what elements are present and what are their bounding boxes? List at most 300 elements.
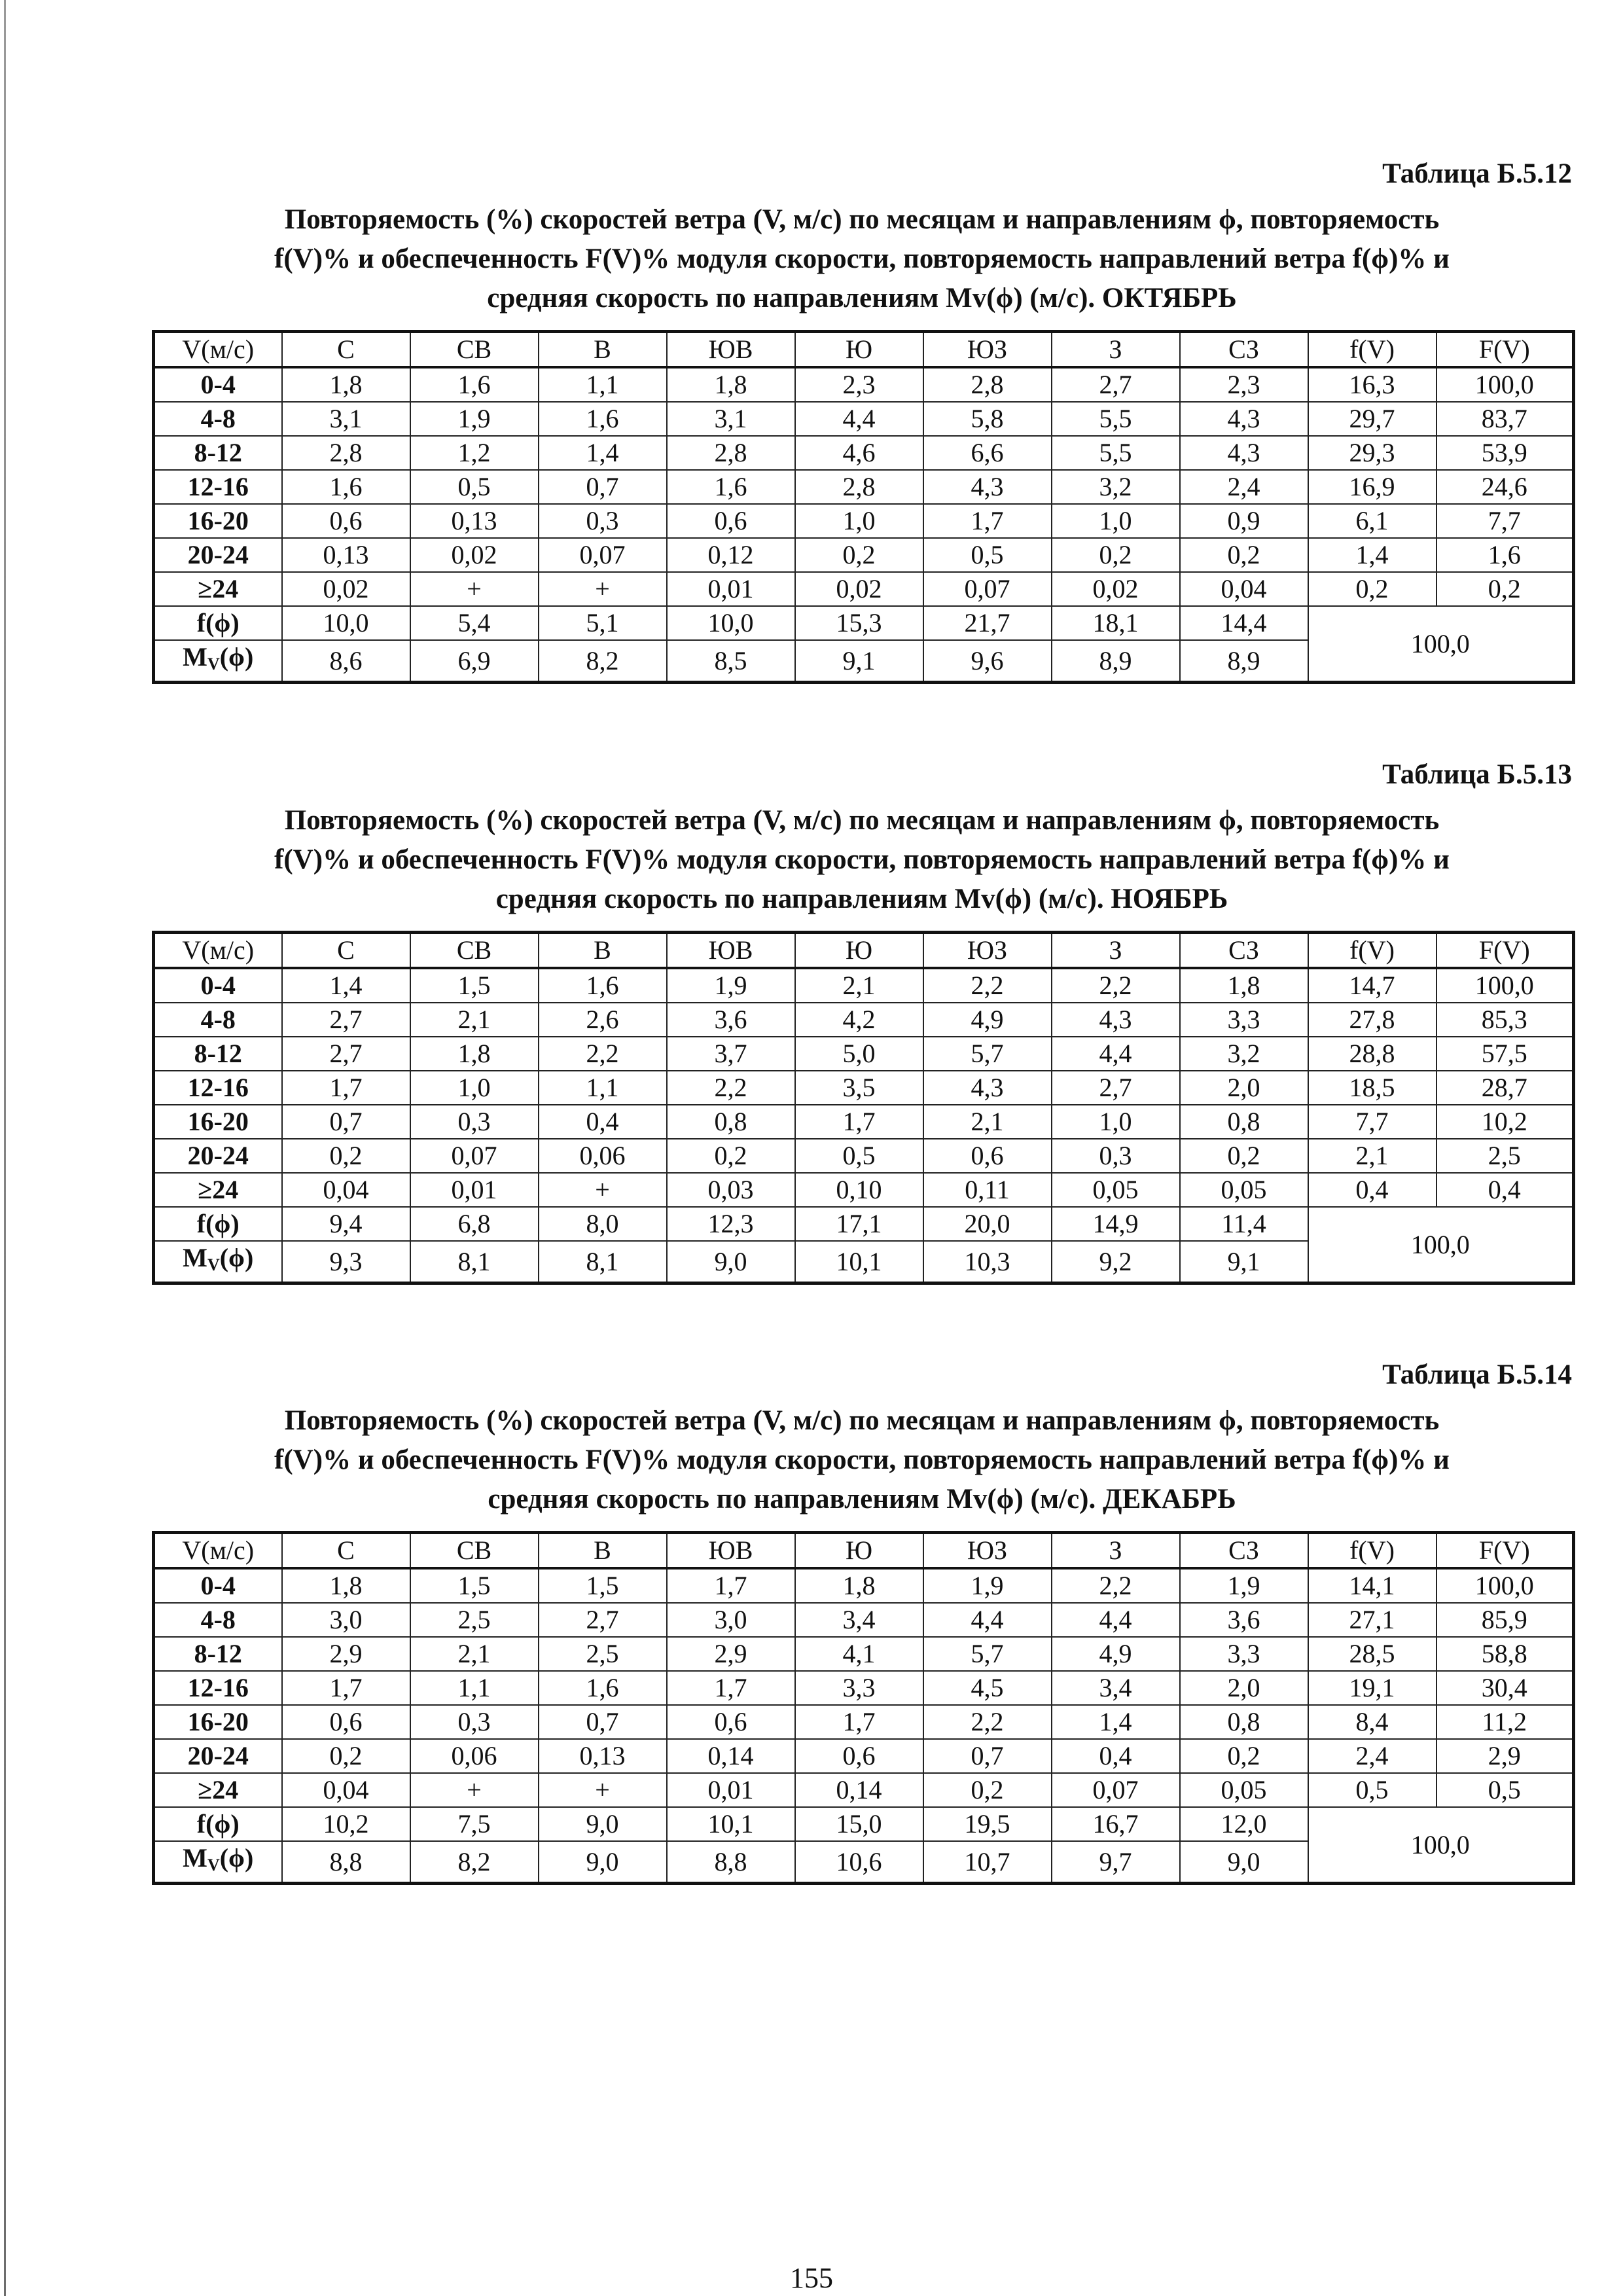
value-cell: 2,1	[795, 968, 923, 1003]
value-cell: 0,02	[1052, 572, 1180, 606]
speed-range-cell: 4-8	[154, 1603, 282, 1637]
table-label: Таблица Б.5.13	[1382, 759, 1572, 790]
table-row	[154, 968, 1574, 1003]
table-row	[154, 367, 1574, 402]
table-row	[154, 1173, 1574, 1207]
value-cell: 4,4	[923, 1603, 1052, 1637]
table-row	[154, 1773, 1574, 1807]
caption-line: средняя скорость по направлениям Mv(ϕ) (м/с). ОКТЯБРЬ	[487, 283, 1237, 314]
mv-label-main: M	[183, 1243, 207, 1272]
value-cell: 0,03	[667, 1173, 795, 1207]
value-cell: 0,7	[282, 1105, 410, 1139]
table-row	[154, 1139, 1574, 1173]
value-cell: 10,2	[282, 1807, 410, 1841]
value-cell: 0,2	[282, 1139, 410, 1173]
table-section	[152, 758, 1572, 1285]
table-row	[154, 1568, 1574, 1603]
value-cell: 11,2	[1436, 1705, 1574, 1739]
wind-table	[152, 1531, 1575, 1885]
value-cell: 27,1	[1308, 1603, 1436, 1637]
mv-label-sub: V	[207, 1856, 220, 1874]
value-cell: 1,0	[1052, 504, 1180, 538]
value-cell: 0,01	[667, 572, 795, 606]
value-cell: 2,7	[282, 1003, 410, 1037]
speed-range-cell: 16-20	[154, 1705, 282, 1739]
column-header: Ю	[795, 332, 923, 368]
value-cell: 1,9	[923, 1568, 1052, 1603]
value-cell: 9,4	[282, 1207, 410, 1241]
value-cell: 3,5	[795, 1071, 923, 1105]
value-cell: 3,4	[1052, 1671, 1180, 1705]
value-cell: 28,8	[1308, 1037, 1436, 1071]
mv-label-tail: (ϕ)	[219, 642, 254, 672]
value-cell: 0,7	[539, 470, 667, 504]
value-cell: 1,7	[667, 1671, 795, 1705]
value-cell: 1,7	[282, 1071, 410, 1105]
column-header: В	[539, 1533, 667, 1569]
column-header: СВ	[410, 1533, 539, 1569]
value-cell: 1,9	[1180, 1568, 1308, 1603]
value-cell: 5,0	[795, 1037, 923, 1071]
table-row	[154, 1003, 1574, 1037]
value-cell: 3,3	[1180, 1637, 1308, 1671]
value-cell: 3,2	[1052, 470, 1180, 504]
table-row	[154, 1105, 1574, 1139]
f-phi-label: f(ϕ)	[154, 1207, 282, 1241]
value-cell: 0,4	[1308, 1173, 1436, 1207]
value-cell: 1,1	[539, 367, 667, 402]
f-phi-row	[154, 1807, 1574, 1841]
value-cell: 14,4	[1180, 606, 1308, 640]
value-cell: 9,1	[795, 640, 923, 683]
value-cell: 0,6	[667, 504, 795, 538]
value-cell: 14,1	[1308, 1568, 1436, 1603]
value-cell: 11,4	[1180, 1207, 1308, 1241]
value-cell: 1,6	[282, 470, 410, 504]
value-cell: 1,8	[1180, 968, 1308, 1003]
speed-range-cell: 12-16	[154, 1671, 282, 1705]
column-header: ЮВ	[667, 332, 795, 368]
table-caption	[152, 801, 1572, 919]
value-cell: +	[410, 572, 539, 606]
value-cell: 9,7	[1052, 1841, 1180, 1884]
value-cell: 0,2	[1180, 1139, 1308, 1173]
column-header: ЮЗ	[923, 332, 1052, 368]
value-cell: 0,6	[282, 1705, 410, 1739]
column-header: f(V)	[1308, 1533, 1436, 1569]
value-cell: 7,7	[1308, 1105, 1436, 1139]
value-cell: 1,5	[410, 968, 539, 1003]
value-cell: 15,3	[795, 606, 923, 640]
value-cell: 2,5	[1436, 1139, 1574, 1173]
value-cell: 2,2	[1052, 968, 1180, 1003]
value-cell: 19,5	[923, 1807, 1052, 1841]
value-cell: 10,2	[1436, 1105, 1574, 1139]
column-header: В	[539, 332, 667, 368]
column-header: F(V)	[1436, 1533, 1574, 1569]
value-cell: 2,1	[410, 1637, 539, 1671]
column-header: F(V)	[1436, 933, 1574, 969]
value-cell: 83,7	[1436, 402, 1574, 436]
wind-table	[152, 330, 1575, 684]
table-row	[154, 538, 1574, 572]
value-cell: 1,1	[539, 1071, 667, 1105]
value-cell: 14,9	[1052, 1207, 1180, 1241]
column-header: Ю	[795, 1533, 923, 1569]
value-cell: 0,5	[795, 1139, 923, 1173]
caption-line: f(V)% и обеспеченность F(V)% модуля скорости, повторяемость направлений ветра f(ϕ)% и	[274, 844, 1450, 875]
mv-label-sub: V	[207, 1255, 220, 1274]
value-cell: 27,8	[1308, 1003, 1436, 1037]
value-cell: +	[539, 572, 667, 606]
table-row	[154, 1671, 1574, 1705]
value-cell: 8,8	[667, 1841, 795, 1884]
mv-label-tail: (ϕ)	[219, 1843, 254, 1873]
value-cell: 1,7	[282, 1671, 410, 1705]
value-cell: +	[539, 1773, 667, 1807]
value-cell: 5,7	[923, 1037, 1052, 1071]
value-cell: 19,1	[1308, 1671, 1436, 1705]
value-cell: 1,6	[667, 470, 795, 504]
value-cell: 0,2	[1052, 538, 1180, 572]
column-header: З	[1052, 1533, 1180, 1569]
f-phi-label: f(ϕ)	[154, 1807, 282, 1841]
column-header: С	[282, 933, 410, 969]
column-header: F(V)	[1436, 332, 1574, 368]
value-cell: 3,0	[282, 1603, 410, 1637]
table-row	[154, 1739, 1574, 1773]
value-cell: 2,3	[1180, 367, 1308, 402]
value-cell: 1,7	[667, 1568, 795, 1603]
mv-label-main: M	[183, 1843, 207, 1873]
value-cell: 2,4	[1308, 1739, 1436, 1773]
value-cell: 0,06	[410, 1739, 539, 1773]
mv-phi-label	[154, 640, 282, 683]
value-cell: 28,5	[1308, 1637, 1436, 1671]
table-label: Таблица Б.5.12	[1382, 158, 1572, 189]
value-cell: 8,8	[282, 1841, 410, 1884]
value-cell: 5,5	[1052, 402, 1180, 436]
value-cell: 6,9	[410, 640, 539, 683]
value-cell: 0,06	[539, 1139, 667, 1173]
caption-line: f(V)% и обеспеченность F(V)% модуля скорости, повторяемость направлений ветра f(ϕ)% и	[274, 243, 1450, 274]
table-row	[154, 1037, 1574, 1071]
value-cell: 17,1	[795, 1207, 923, 1241]
value-cell: 1,9	[410, 402, 539, 436]
value-cell: 16,3	[1308, 367, 1436, 402]
value-cell: 2,2	[923, 1705, 1052, 1739]
value-cell: 0,7	[923, 1739, 1052, 1773]
value-cell: 2,7	[1052, 1071, 1180, 1105]
value-cell: 21,7	[923, 606, 1052, 640]
speed-range-cell: 4-8	[154, 402, 282, 436]
wind-table	[152, 931, 1575, 1285]
value-cell: 4,3	[1180, 436, 1308, 470]
value-cell: 16,9	[1308, 470, 1436, 504]
header-row	[154, 933, 1574, 969]
value-cell: 85,9	[1436, 1603, 1574, 1637]
value-cell: 3,6	[667, 1003, 795, 1037]
value-cell: 0,07	[539, 538, 667, 572]
value-cell: 6,1	[1308, 504, 1436, 538]
value-cell: 2,4	[1180, 470, 1308, 504]
value-cell: 0,04	[1180, 572, 1308, 606]
column-header: ЮВ	[667, 1533, 795, 1569]
total-cell: 100,0	[1308, 1807, 1574, 1884]
value-cell: 58,8	[1436, 1637, 1574, 1671]
value-cell: 0,8	[1180, 1705, 1308, 1739]
table-row	[154, 402, 1574, 436]
mv-phi-label	[154, 1841, 282, 1884]
f-phi-row	[154, 1207, 1574, 1241]
value-cell: 0,11	[923, 1173, 1052, 1207]
value-cell: 0,5	[1308, 1773, 1436, 1807]
value-cell: 10,0	[667, 606, 795, 640]
column-header: З	[1052, 933, 1180, 969]
value-cell: 2,2	[539, 1037, 667, 1071]
value-cell: 10,1	[795, 1241, 923, 1283]
speed-range-cell: 20-24	[154, 538, 282, 572]
value-cell: 0,10	[795, 1173, 923, 1207]
table-caption	[152, 200, 1572, 318]
speed-range-cell: 4-8	[154, 1003, 282, 1037]
table-section	[152, 157, 1572, 684]
value-cell: 1,9	[667, 968, 795, 1003]
value-cell: 1,0	[795, 504, 923, 538]
value-cell: 2,9	[667, 1637, 795, 1671]
value-cell: 1,5	[410, 1568, 539, 1603]
column-header: СЗ	[1180, 332, 1308, 368]
value-cell: 5,4	[410, 606, 539, 640]
value-cell: 0,3	[1052, 1139, 1180, 1173]
table-caption	[152, 1401, 1572, 1519]
column-header: СЗ	[1180, 933, 1308, 969]
value-cell: 7,5	[410, 1807, 539, 1841]
value-cell: 29,3	[1308, 436, 1436, 470]
value-cell: 0,5	[923, 538, 1052, 572]
value-cell: 4,3	[1052, 1003, 1180, 1037]
column-header: С	[282, 332, 410, 368]
value-cell: 0,2	[667, 1139, 795, 1173]
f-phi-label: f(ϕ)	[154, 606, 282, 640]
value-cell: 8,2	[410, 1841, 539, 1884]
mv-label-tail: (ϕ)	[219, 1243, 254, 1272]
speed-range-cell: ≥24	[154, 1173, 282, 1207]
speed-range-cell: 20-24	[154, 1139, 282, 1173]
speed-range-cell: ≥24	[154, 572, 282, 606]
value-cell: 2,9	[282, 1637, 410, 1671]
value-cell: 9,1	[1180, 1241, 1308, 1283]
value-cell: 0,02	[410, 538, 539, 572]
speed-range-cell: 20-24	[154, 1739, 282, 1773]
value-cell: 2,2	[1052, 1568, 1180, 1603]
value-cell: 4,3	[1180, 402, 1308, 436]
value-cell: 1,6	[539, 968, 667, 1003]
value-cell: 1,6	[410, 367, 539, 402]
value-cell: 8,4	[1308, 1705, 1436, 1739]
speed-range-cell: 16-20	[154, 1105, 282, 1139]
speed-range-cell: 12-16	[154, 1071, 282, 1105]
value-cell: 3,0	[667, 1603, 795, 1637]
value-cell: 0,3	[539, 504, 667, 538]
value-cell: 4,3	[923, 1071, 1052, 1105]
value-cell: 15,0	[795, 1807, 923, 1841]
speed-range-cell: 8-12	[154, 1037, 282, 1071]
value-cell: 2,5	[410, 1603, 539, 1637]
value-cell: 12,0	[1180, 1807, 1308, 1841]
value-cell: 0,02	[795, 572, 923, 606]
value-cell: 0,6	[795, 1739, 923, 1773]
value-cell: 2,8	[923, 367, 1052, 402]
column-header: f(V)	[1308, 332, 1436, 368]
value-cell: 57,5	[1436, 1037, 1574, 1071]
mv-label-main: M	[183, 642, 207, 672]
value-cell: 0,02	[282, 572, 410, 606]
value-cell: 2,6	[539, 1003, 667, 1037]
value-cell: 8,2	[539, 640, 667, 683]
header-row	[154, 1533, 1574, 1569]
value-cell: 0,3	[410, 1705, 539, 1739]
value-cell: 9,6	[923, 640, 1052, 683]
value-cell: 4,3	[923, 470, 1052, 504]
table-row	[154, 1705, 1574, 1739]
value-cell: 16,7	[1052, 1807, 1180, 1841]
table-row	[154, 572, 1574, 606]
column-header: V(м/с)	[154, 933, 282, 969]
value-cell: 2,7	[1052, 367, 1180, 402]
caption-line: средняя скорость по направлениям Mv(ϕ) (м/с). ДЕКАБРЬ	[488, 1484, 1236, 1515]
value-cell: 0,2	[923, 1773, 1052, 1807]
speed-range-cell: 0-4	[154, 1568, 282, 1603]
column-header: Ю	[795, 933, 923, 969]
value-cell: 0,05	[1180, 1173, 1308, 1207]
table-row	[154, 504, 1574, 538]
value-cell: 9,0	[539, 1841, 667, 1884]
value-cell: 5,5	[1052, 436, 1180, 470]
value-cell: 3,6	[1180, 1603, 1308, 1637]
value-cell: 5,1	[539, 606, 667, 640]
value-cell: 0,07	[1052, 1773, 1180, 1807]
value-cell: 0,14	[667, 1739, 795, 1773]
value-cell: 0,8	[1180, 1105, 1308, 1139]
value-cell: 100,0	[1436, 968, 1574, 1003]
value-cell: 2,8	[282, 436, 410, 470]
value-cell: 0,5	[1436, 1773, 1574, 1807]
column-header: ЮЗ	[923, 1533, 1052, 1569]
value-cell: 2,2	[667, 1071, 795, 1105]
value-cell: 2,1	[1308, 1139, 1436, 1173]
value-cell: 2,1	[410, 1003, 539, 1037]
value-cell: 0,2	[1180, 538, 1308, 572]
f-phi-row	[154, 606, 1574, 640]
value-cell: 2,5	[539, 1637, 667, 1671]
value-cell: 0,07	[410, 1139, 539, 1173]
value-cell: 1,6	[539, 402, 667, 436]
value-cell: 28,7	[1436, 1071, 1574, 1105]
caption-line: средняя скорость по направлениям Mv(ϕ) (м/с). НОЯБРЬ	[495, 884, 1228, 914]
value-cell: 0,13	[282, 538, 410, 572]
value-cell: 1,5	[539, 1568, 667, 1603]
value-cell: 0,6	[667, 1705, 795, 1739]
value-cell: 8,5	[667, 640, 795, 683]
value-cell: 0,3	[410, 1105, 539, 1139]
value-cell: 9,3	[282, 1241, 410, 1283]
speed-range-cell: 16-20	[154, 504, 282, 538]
total-cell: 100,0	[1308, 1207, 1574, 1283]
table-row	[154, 470, 1574, 504]
column-header: V(м/с)	[154, 1533, 282, 1569]
value-cell: 10,6	[795, 1841, 923, 1884]
value-cell: 24,6	[1436, 470, 1574, 504]
value-cell: 18,1	[1052, 606, 1180, 640]
scan-margin-line	[4, 0, 6, 2296]
value-cell: 9,0	[1180, 1841, 1308, 1884]
value-cell: 1,7	[923, 504, 1052, 538]
table-row	[154, 1603, 1574, 1637]
value-cell: 1,7	[795, 1105, 923, 1139]
value-cell: 2,0	[1180, 1071, 1308, 1105]
column-header: f(V)	[1308, 933, 1436, 969]
value-cell: 1,0	[410, 1071, 539, 1105]
value-cell: 4,4	[1052, 1037, 1180, 1071]
value-cell: 3,2	[1180, 1037, 1308, 1071]
value-cell: 3,3	[1180, 1003, 1308, 1037]
value-cell: 6,8	[410, 1207, 539, 1241]
caption-line: f(V)% и обеспеченность F(V)% модуля скорости, повторяемость направлений ветра f(ϕ)% и	[274, 1444, 1450, 1475]
value-cell: 1,2	[410, 436, 539, 470]
column-header: З	[1052, 332, 1180, 368]
value-cell: 2,1	[923, 1105, 1052, 1139]
value-cell: 8,9	[1180, 640, 1308, 683]
value-cell: 14,7	[1308, 968, 1436, 1003]
value-cell: 4,9	[1052, 1637, 1180, 1671]
value-cell: 1,4	[1052, 1705, 1180, 1739]
value-cell: 4,5	[923, 1671, 1052, 1705]
value-cell: 0,04	[282, 1173, 410, 1207]
value-cell: 4,2	[795, 1003, 923, 1037]
value-cell: 4,6	[795, 436, 923, 470]
value-cell: 0,4	[539, 1105, 667, 1139]
value-cell: 0,5	[410, 470, 539, 504]
value-cell: 1,8	[795, 1568, 923, 1603]
speed-range-cell: 8-12	[154, 436, 282, 470]
value-cell: 0,2	[1180, 1739, 1308, 1773]
value-cell: 3,7	[667, 1037, 795, 1071]
value-cell: 1,6	[539, 1671, 667, 1705]
value-cell: 3,1	[282, 402, 410, 436]
value-cell: 0,6	[923, 1139, 1052, 1173]
value-cell: 0,9	[1180, 504, 1308, 538]
value-cell: 0,4	[1436, 1173, 1574, 1207]
speed-range-cell: ≥24	[154, 1773, 282, 1807]
caption-line: Повторяемость (%) скоростей ветра (V, м/с) по месяцам и направлениям ϕ, повторяемость	[284, 204, 1440, 235]
value-cell: 9,0	[667, 1241, 795, 1283]
value-cell: +	[539, 1173, 667, 1207]
value-cell: 9,2	[1052, 1241, 1180, 1283]
value-cell: 1,8	[282, 1568, 410, 1603]
value-cell: 3,4	[795, 1603, 923, 1637]
value-cell: 0,04	[282, 1773, 410, 1807]
value-cell: 1,4	[1308, 538, 1436, 572]
value-cell: 4,4	[1052, 1603, 1180, 1637]
column-header: V(м/с)	[154, 332, 282, 368]
value-cell: 10,0	[282, 606, 410, 640]
value-cell: 8,6	[282, 640, 410, 683]
value-cell: 10,7	[923, 1841, 1052, 1884]
value-cell: 9,0	[539, 1807, 667, 1841]
total-cell: 100,0	[1308, 606, 1574, 683]
value-cell: 2,2	[923, 968, 1052, 1003]
